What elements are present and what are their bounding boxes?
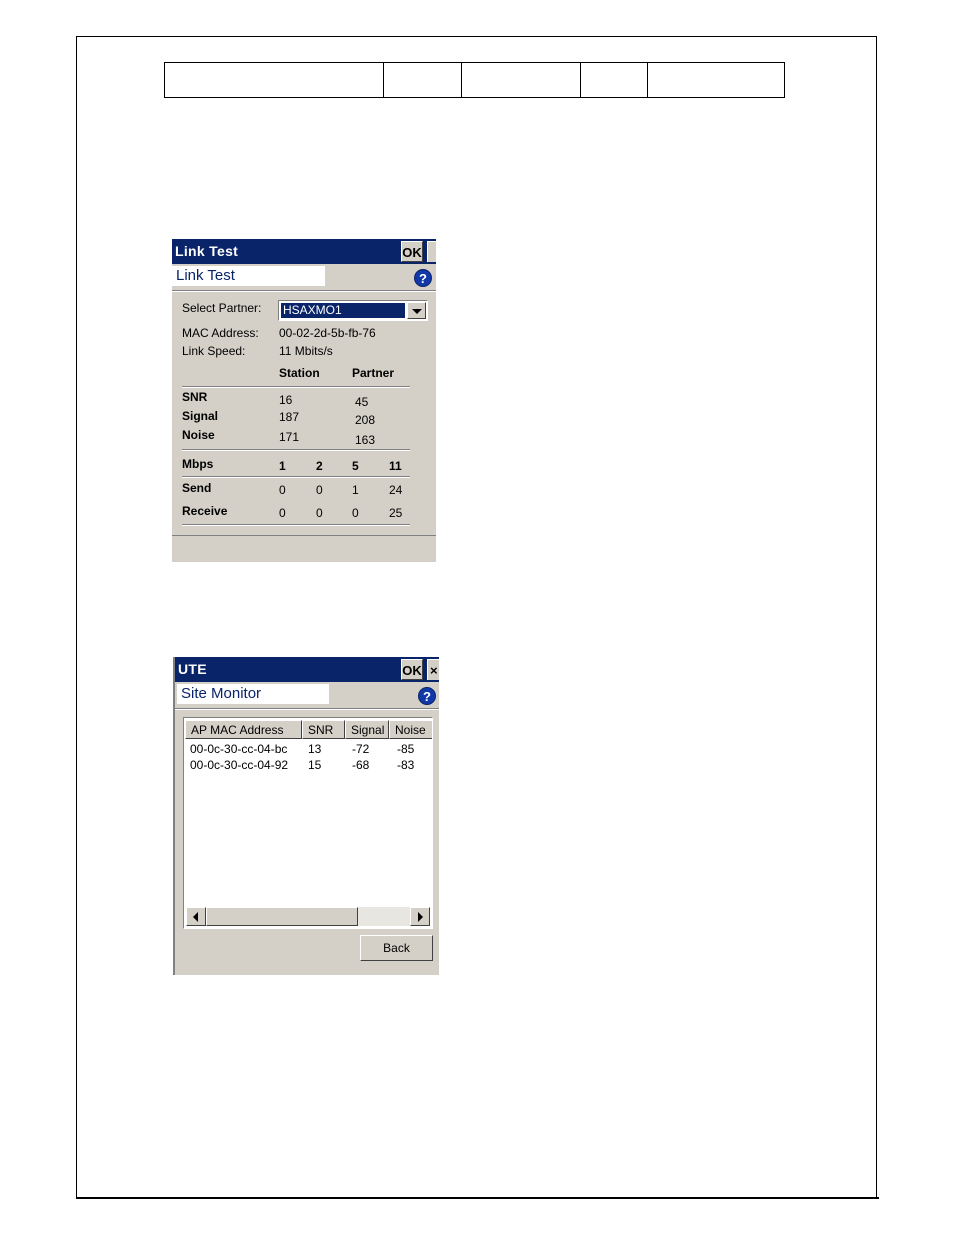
rate-header: 11 — [389, 459, 402, 473]
column-header-signal[interactable]: Signal — [345, 720, 389, 739]
link-speed-label: Link Speed: — [182, 344, 246, 358]
divider — [175, 708, 439, 710]
send-value: 1 — [352, 483, 359, 497]
receive-value: 0 — [352, 506, 359, 520]
signal-label: Signal — [182, 409, 219, 423]
select-partner-label: Select Partner: — [182, 301, 262, 315]
page-caption — [172, 266, 325, 286]
signal-station-value: 187 — [279, 410, 300, 424]
snr-label: SNR — [182, 390, 208, 404]
dropdown-button[interactable] — [407, 302, 426, 319]
page-border — [76, 36, 877, 1198]
snr-cell: 13 — [308, 742, 322, 756]
arrow-right-icon — [418, 912, 423, 922]
signal-partner-value: 208 — [355, 413, 376, 427]
partner-selected-value: HSAXMO1 — [281, 303, 405, 318]
divider — [172, 290, 436, 292]
help-icon[interactable]: ? — [414, 269, 432, 287]
horizontal-scrollbar[interactable] — [186, 907, 430, 926]
column-header-snr[interactable]: SNR — [302, 720, 345, 739]
send-label: Send — [182, 481, 212, 495]
mac-address-value: 00-02-2d-5b-fb-76 — [279, 326, 376, 340]
noise-cell: -85 — [397, 742, 415, 756]
send-value: 0 — [279, 483, 286, 497]
noise-partner-value: 163 — [355, 433, 376, 447]
scroll-thumb[interactable] — [206, 907, 358, 926]
header-cell — [383, 63, 461, 98]
receive-value: 0 — [316, 506, 323, 520]
caption-text: Site Monitor — [181, 685, 262, 702]
page-bottom-rule — [76, 1197, 879, 1199]
receive-value: 25 — [389, 506, 403, 520]
column-header-noise[interactable]: Noise — [389, 720, 433, 739]
snr-station-value: 16 — [279, 393, 293, 407]
noise-label: Noise — [182, 428, 215, 442]
header-cell — [462, 63, 581, 98]
window-title: UTE — [178, 661, 207, 677]
signal-cell: -72 — [352, 742, 370, 756]
mbps-label: Mbps — [182, 457, 214, 471]
header-cell — [165, 63, 384, 98]
scroll-left-button[interactable] — [186, 907, 206, 926]
document-header-table — [164, 62, 785, 98]
window-title: Link Test — [175, 243, 239, 259]
send-value: 24 — [389, 483, 403, 497]
help-icon[interactable]: ? — [418, 687, 436, 705]
snr-cell: 15 — [308, 758, 322, 772]
mac-address-label: MAC Address: — [182, 326, 259, 340]
divider — [182, 386, 410, 388]
site-monitor-titlebar — [175, 657, 439, 682]
signal-cell: -68 — [352, 758, 370, 772]
column-header-ap-mac[interactable]: AP MAC Address — [185, 720, 302, 739]
ok-button[interactable]: OK — [401, 241, 423, 262]
ok-button[interactable]: OK — [401, 659, 423, 680]
close-button[interactable] — [427, 241, 436, 262]
ap-list-view[interactable] — [183, 717, 433, 929]
partner-select[interactable] — [278, 300, 428, 321]
header-cell — [647, 63, 784, 98]
link-speed-value: 11 Mbits/s — [279, 344, 333, 358]
divider — [182, 449, 410, 451]
divider — [182, 524, 410, 526]
ap-mac-cell: 00-0c-30-cc-04-92 — [190, 758, 289, 772]
arrow-left-icon — [193, 912, 198, 922]
rate-header: 1 — [279, 459, 286, 473]
site-monitor-window — [173, 657, 439, 975]
header-cell — [581, 63, 648, 98]
receive-value: 0 — [279, 506, 286, 520]
scroll-right-button[interactable] — [410, 907, 430, 926]
receive-label: Receive — [182, 504, 228, 518]
page-caption — [177, 684, 329, 704]
link-test-window — [172, 239, 436, 562]
station-column-header: Station — [279, 366, 320, 380]
link-test-titlebar — [172, 239, 436, 264]
divider — [182, 476, 410, 478]
chevron-down-icon — [412, 309, 422, 314]
send-value: 0 — [316, 483, 323, 497]
ap-mac-cell: 00-0c-30-cc-04-bc — [190, 742, 288, 756]
snr-partner-value: 45 — [355, 395, 369, 409]
status-bar — [172, 535, 436, 562]
rate-header: 5 — [352, 459, 359, 473]
close-button[interactable]: × — [427, 659, 439, 680]
rate-header: 2 — [316, 459, 323, 473]
partner-column-header: Partner — [352, 366, 395, 380]
noise-station-value: 171 — [279, 430, 300, 444]
caption-text: Link Test — [176, 267, 235, 284]
back-button[interactable]: Back — [360, 935, 433, 961]
noise-cell: -83 — [397, 758, 415, 772]
